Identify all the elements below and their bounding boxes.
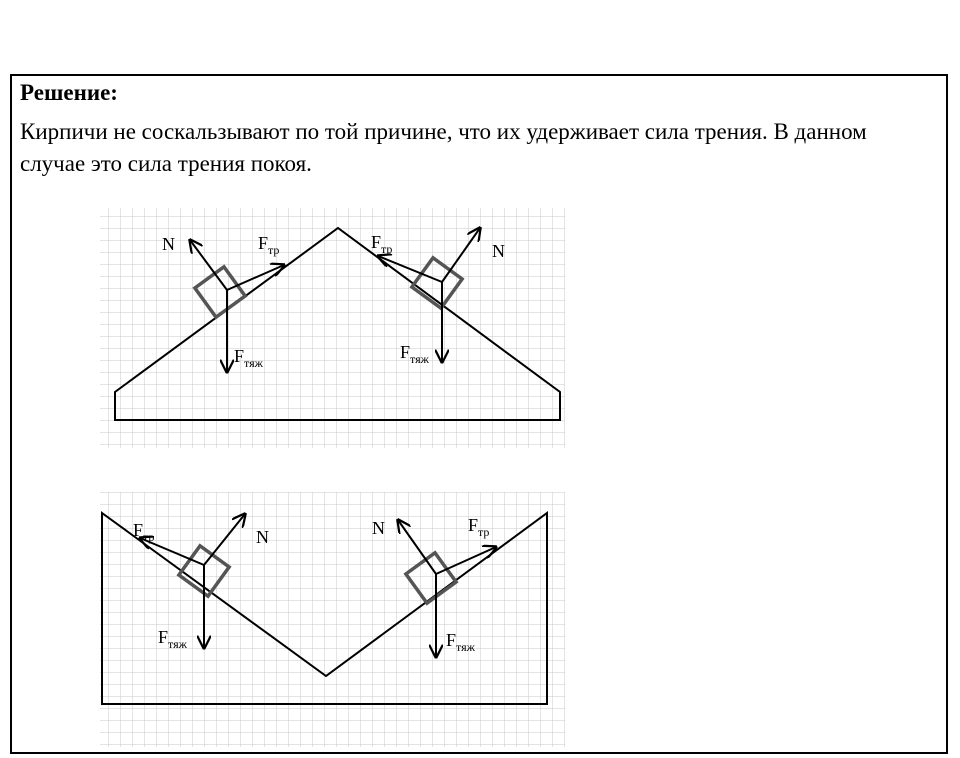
- solution-heading: Решение:: [20, 80, 118, 105]
- gravity-label: $F_{тяж}$: [158, 627, 187, 651]
- gravity-label: $F_{тяж}$: [234, 346, 263, 370]
- gravity-label: $F_{тяж}$: [446, 630, 475, 654]
- normal-label: N: [256, 527, 269, 547]
- friction-label: $F_{тр}$: [133, 520, 155, 544]
- solution-text: Кирпичи не соскальзывают по той причине, что их удерживает сила трения. В данном случае это сила трения покоя.: [20, 119, 867, 176]
- valley-diagram: [100, 492, 565, 747]
- friction-label: $F_{тр}$: [468, 515, 490, 539]
- normal-label: N: [162, 234, 175, 254]
- roof-diagram: [100, 208, 565, 448]
- grid-background: [100, 492, 565, 747]
- friction-label: $F_{тр}$: [371, 232, 393, 256]
- normal-label: N: [372, 518, 385, 538]
- friction-label: $F_{тр}$: [258, 233, 280, 257]
- gravity-label: $F_{тяж}$: [400, 342, 429, 366]
- normal-label: N: [492, 241, 505, 261]
